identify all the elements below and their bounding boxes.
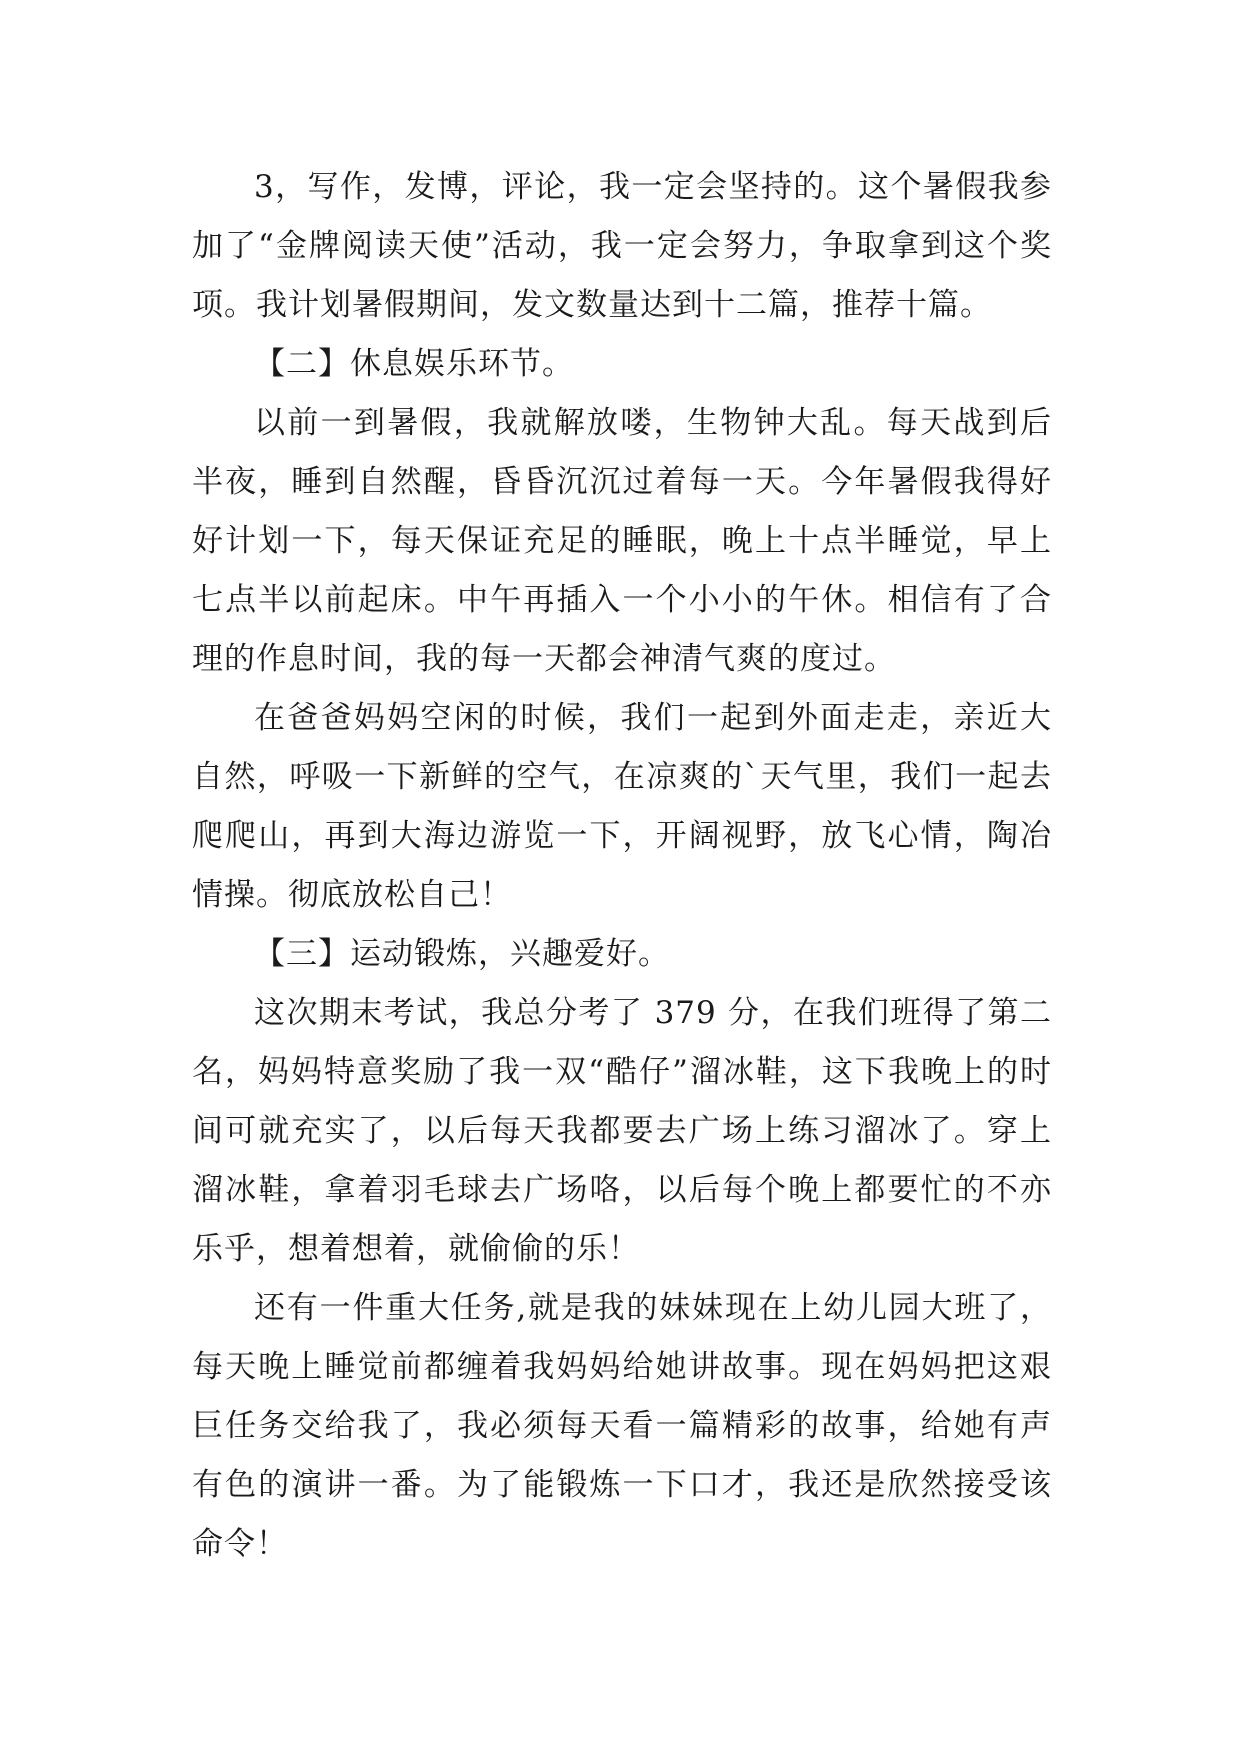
paragraph-storytelling: 还有一件重大任务,就是我的妹妹现在上幼儿园大班了，每天晚上睡觉前都缠着我妈妈给她讲故事。现在妈妈把这艰巨任务交给我了，我必须每天看一篇精彩的故事，给她有声有色的演讲一番。为了能锻炼一下口才，我还是欣然接受该命令！ [192, 1290, 1052, 1562]
paragraph-writing-plan: 3，写作，发博，评论，我一定会坚持的。这个暑假我参加了“金牌阅读天使”活动，我一定会努力，争取拿到这个奖项。我计划暑假期间，发文数量达到十二篇，推荐十篇。 [192, 169, 1052, 323]
paragraph-sleep-schedule: 以前一到暑假，我就解放喽，生物钟大乱。每天战到后半夜，睡到自然醒，昏昏沉沉过着每一天。今年暑假我得好好计划一下，每天保证充足的睡眠，晚上十点半睡觉，早上七点半以前起床。中午再插入一个小小的午休。相信有了合理的作息时间，我的每一天都会神清气爽的度过。 [192, 405, 1052, 677]
paragraph-skating: 这次期末考试，我总分考了 379 分，在我们班得了第二名，妈妈特意奖励了我一双“酷仔”溜冰鞋，这下我晚上的时间可就充实了，以后每天我都要去广场上练习溜冰了。穿上溜冰鞋，拿着羽毛球去广场咯，以后每个晚上都要忙的不亦乐乎，想着想着，就偷偷的乐！ [192, 995, 1052, 1267]
paragraph-outdoor-trips: 在爸爸妈妈空闲的时候，我们一起到外面走走，亲近大自然，呼吸一下新鲜的空气，在凉爽的`天气里，我们一起去爬爬山，再到大海边游览一下，开阔视野，放飞心情，陶冶情操。彻底放松自己！ [192, 700, 1052, 913]
section-heading-sports-hobbies: 【三】运动锻炼，兴趣爱好。 [254, 936, 670, 972]
section-heading-rest-entertainment: 【二】休息娱乐环节。 [254, 346, 574, 382]
document-body [192, 158, 1052, 1574]
